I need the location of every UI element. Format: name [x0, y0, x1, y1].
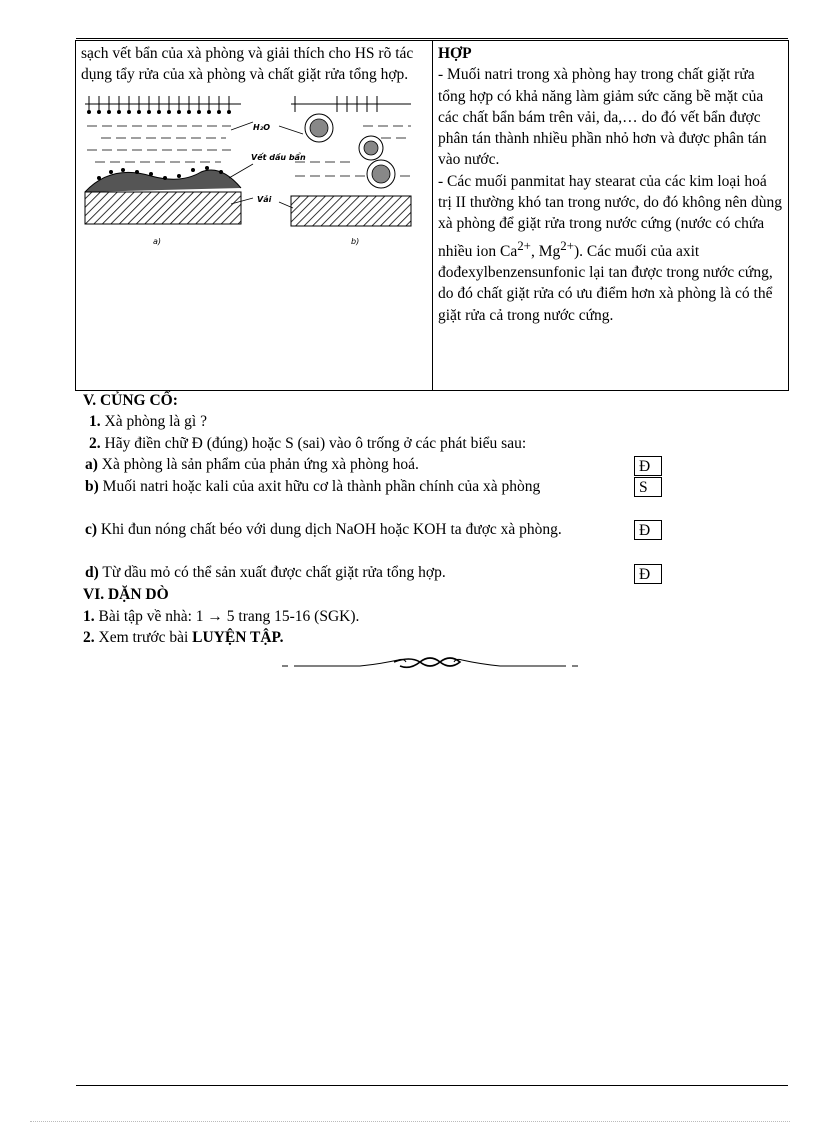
panel-b [279, 96, 411, 246]
item-c: c) Khi đun nóng chất béo với dung dịch NaOH hoặc KOH ta được xà phòng. [85, 521, 562, 538]
panel-a [85, 96, 253, 246]
teacher-activity-cell [76, 41, 433, 391]
caption-a: a) [153, 236, 162, 246]
label-fabric: Vải [257, 194, 272, 204]
ornament-divider [280, 652, 580, 674]
answer-box-c: Đ [634, 520, 662, 540]
lesson-table [75, 40, 789, 391]
footer-rule [76, 1085, 788, 1086]
header-rule [76, 38, 788, 39]
answer-box-a: Đ [634, 456, 662, 476]
homework-2: 2. Xem trước bài LUYỆN TẬP. [83, 629, 284, 646]
item-b: b) Muối natri hoặc kali của axit hữu cơ là thành phần chính của xà phòng [85, 478, 541, 495]
section-5-heading: V. CỦNG CỐ: [83, 392, 178, 409]
left-text: sạch vết bẩn của xà phòng và giải thích cho HS rõ tác dụng tẩy rửa của xà phòng và chất giặt rửa tổng hợp. [81, 45, 414, 84]
question-1: 1. Xà phòng là gì ? [89, 413, 207, 430]
detergent-action-figure [81, 92, 427, 256]
answer-box-b: S [634, 477, 662, 497]
right-paragraph-2: - Các muối panmitat hay stearat của các kim loại hoá trị II thường khó tan trong nước, do đó không nên dùng xà phòng để giặt rửa trong nước cứng (nước có chứa nhiều ion $Ca^{2+}$, $Mg^{2+}$). Các muối của axit đođexylbenzensunfonic lại tan được trong nước cứng, do đó chất giặt rửa có ưu điểm hơn xà phòng là có thể giặt rửa cả trong nước cứng. [438, 172, 783, 324]
right-heading: HỢP [438, 45, 472, 62]
label-h2o: H₂O [253, 122, 270, 132]
section-6-heading: VI. DẶN DÒ [83, 586, 169, 603]
question-2: 2. Hãy điền chữ Đ (đúng) hoặc S (sai) vào ô trống ở các phát biểu sau: [89, 435, 527, 452]
page-edge [30, 1121, 790, 1122]
answer-box-d: Đ [634, 564, 662, 584]
right-paragraph-1: - Muối natri trong xà phòng hay trong chất giặt rửa tổng hợp có khả năng làm giảm sức căng bề mặt của các chất bẩn bám trên vải, da,… do đó vết bẩn được phân tán thành nhiều phần nhỏ hơn và được phân tán vào nước. [438, 66, 767, 169]
item-a: a) Xà phòng là sản phẩm của phản ứng xà phòng hoá. [85, 456, 419, 473]
label-oil-stain: Vết dầu bẩn [251, 152, 306, 162]
homework-1: 1. Bài tập về nhà: 1 → 5 trang 15-16 (SGK). [83, 608, 360, 625]
caption-b: b) [351, 236, 360, 246]
student-activity-cell [433, 41, 789, 391]
item-d: d) Từ dầu mỏ có thể sản xuất được chất giặt rửa tổng hợp. [85, 564, 446, 581]
